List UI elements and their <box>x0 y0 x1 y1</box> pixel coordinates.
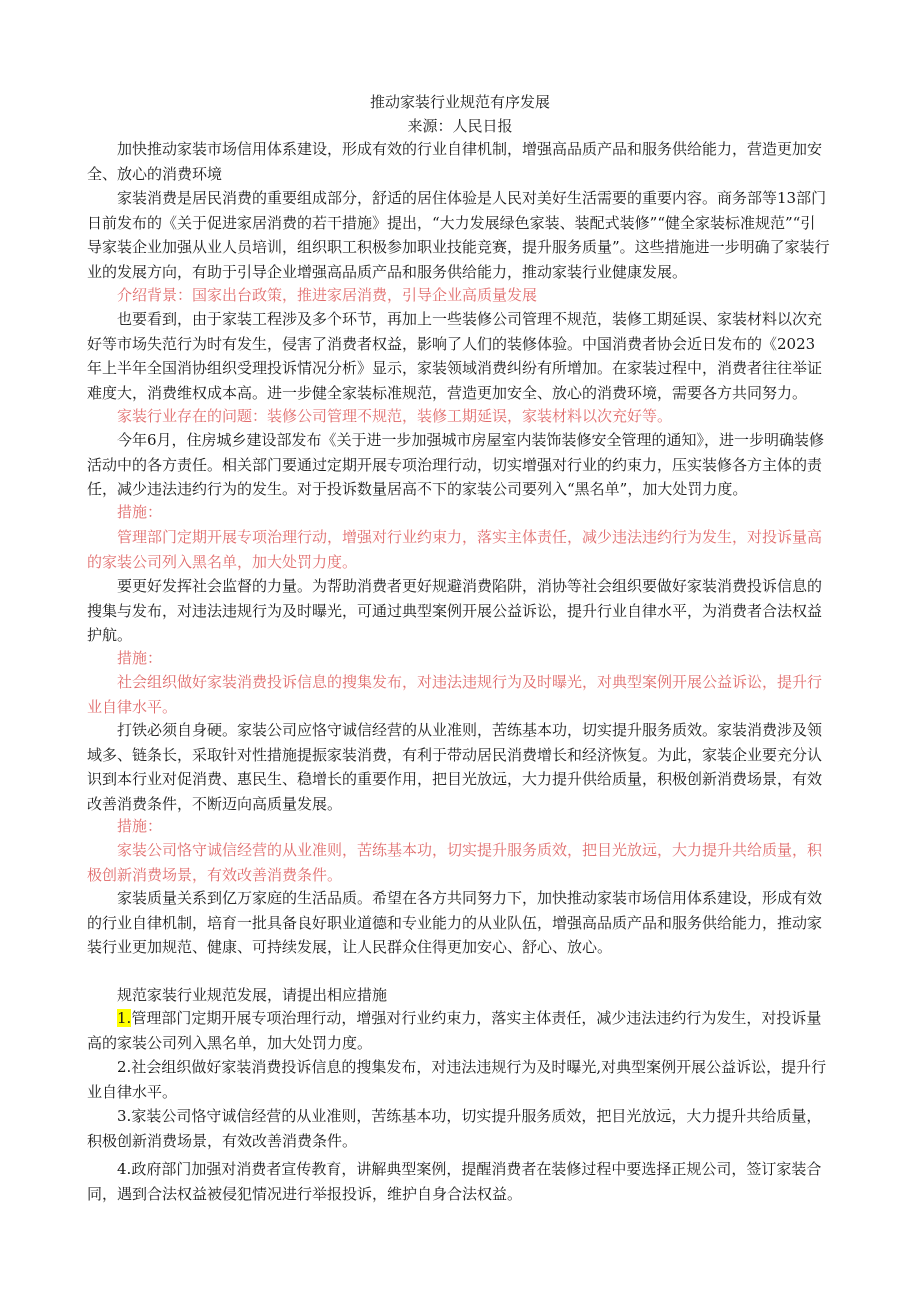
annotation-measure: 家装公司恪守诚信经营的从业准则，苦练基本功，切实提升服务质效，把目光放远，大力提升共给质量，积极创新消费场景，有效改善消费条件。 <box>87 841 823 884</box>
answer-text: 管理部门定期开展专项治理行动，增强对行业约束力，落实主体责任，减少违法违约行为发生，对投诉量高的家装公司列入黑名单，加大处罚力度。 <box>87 1009 822 1052</box>
annotation-measure: 社会组织做好家装消费投诉信息的搜集发布，对违法违规行为及时曝光，对典型案例开展公益诉讼，提升行业自律水平。 <box>87 673 823 716</box>
body-paragraph: 打铁必须自身硬。家装公司应恪守诚信经营的从业准则，苦练基本功，切实提升服务质效。家装消费涉及领域多、链条长，采取针对性措施提振家装消费，有利于带动居民消费增长和经济恢复。为此，家装企业要充分认识到本行业对促消费、惠民生、稳增长的重要作用，把目光放远，大力提升供给质量，积极创新消费场景，有效改善消费条件，不断迈向高质量发展。 <box>87 721 823 813</box>
body-paragraph: 今年6月，住房城乡建设部发布《关于进一步加强城市房屋室内装饰装修安全管理的通知》，进一步明确装修活动中的各方责任。相关部门要通过定期开展专项治理行动，切实增强对行业的约束力，压实装修各方主体的责任，减少违法违约行为的发生。对于投诉数量居高不下的家装公司要列入“黑名单”，加大处罚力度。 <box>87 431 825 498</box>
answer-item <box>87 1104 830 1153</box>
answer-item <box>87 1157 830 1206</box>
body-paragraph: 要更好发挥社会监督的力量。为帮助消费者更好规避消费陷阱，消协等社会组织要做好家装消费投诉信息的搜集与发布，对违法违规行为及时曝光，可通过典型案例开展公益诉讼，提升行业自律水平，为消费者合法权益护航。 <box>87 577 823 644</box>
body-paragraph: 家装消费是居民消费的重要组成部分，舒适的居住体验是人民对美好生活需要的重要内容。商务部等13部门日前发布的《关于促进家居消费的若干措施》提出，“大力发展绿色家装、装配式装修”“健全家装标准规范”“引导家装企业加强从业人员培训，组织职工积极参加职业技能竞赛，提升服务质量”。这些措施进一步明确了家装行业的发展方向，有助于引导企业增强高品质产品和服务供给能力，推动家装行业健康发展。 <box>87 189 830 281</box>
article-title: 推动家装行业规范有序发展 <box>369 93 550 111</box>
annotation-problems: 家装行业存在的问题：装修公司管理不规范，装修工期延误，家装材料以次充好等。 <box>117 407 673 425</box>
body-paragraph: 也要看到，由于家装工程涉及多个环节，再加上一些装修公司管理不规范，装修工期延误、家装材料以次充好等市场失范行为时有发生，侵害了消费者权益，影响了人们的装修体验。中国消费者协会近日发布的《2023年上半年全国消协组织受理投诉情况分析》显示，家装领域消费纠纷有所增加。在家装过程中，消费者往往举证难度大，消费维权成本高。进一步健全家装标准规范，营造更加安全、放心的消费环境，需要各方共同努力。 <box>87 310 823 402</box>
annotation-measure: 管理部门定期开展专项治理行动，增强对行业约束力，落实主体责任，减少违法违约行为发生，对投诉量高的家装公司列入黑名单，加大处罚力度。 <box>87 528 823 571</box>
answer-item <box>87 1006 830 1055</box>
annotation-measure-label: 措施： <box>117 503 163 521</box>
lead-paragraph: 加快推动家装市场信用体系建设，形成有效的行业自律机制，增强高品质产品和服务供给能力，营造更加安全、放心的消费环境 <box>87 140 823 183</box>
answer-text: .社会组织做好家装消费投诉信息的搜集发布，对违法违规行为及时曝光,对典型案例开展公益诉讼，提升行业自律水平。 <box>87 1058 827 1101</box>
annotation-background: 介绍背景：国家出台政策，推进家居消费，引导企业高质量发展 <box>117 286 538 304</box>
annotation-measure-label: 措施： <box>117 817 163 835</box>
answer-number: 3. <box>117 1107 132 1125</box>
answer-text: .政府部门加强对消费者宣传教育，讲解典型案例，提醒消费者在装修过程中要选择正规公司，签订家装合同，遇到合法权益被侵犯情况进行举报投诉，维护自身合法权益。 <box>87 1160 822 1203</box>
answer-item <box>87 1055 830 1104</box>
answer-text: 家装公司恪守诚信经营的从业准则，苦练基本功，切实提升服务质效，把目光放远，大力提升共给质量，积极创新消费场景，有效改善消费条件。 <box>87 1107 822 1150</box>
annotation-measure-label: 措施： <box>117 649 163 667</box>
article-source: 来源：人民日报 <box>407 117 513 135</box>
answer-number: 2 <box>117 1058 127 1076</box>
answer-number: 1. <box>117 1009 132 1027</box>
answer-number: 4 <box>117 1160 127 1178</box>
question-prompt: 规范家装行业规范发展，请提出相应措施 <box>117 986 388 1004</box>
body-paragraph: 家装质量关系到亿万家庭的生活品质。希望在各方共同努力下，加快推动家装市场信用体系建设，形成有效的行业自律机制，培育一批具备良好职业道德和专业能力的从业队伍，增强高品质产品和服务供给能力，推动家装行业更加规范、健康、可持续发展，让人民群众住得更加安心、舒心、放心。 <box>87 889 823 956</box>
